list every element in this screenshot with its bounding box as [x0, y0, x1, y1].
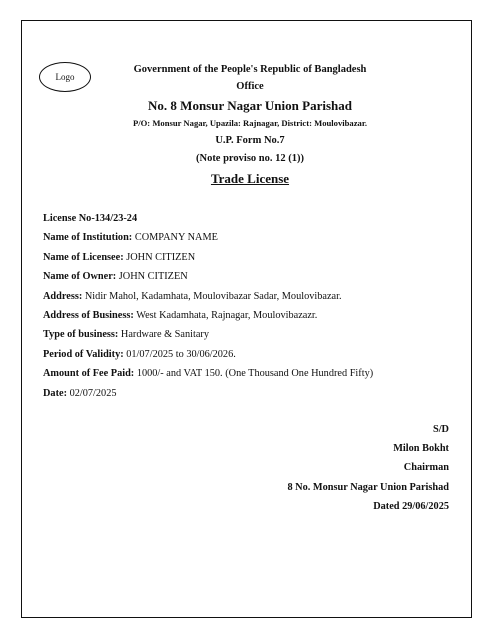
logo-text: Logo: [55, 72, 75, 82]
date-row: [43, 384, 373, 403]
licensee-value: JOHN CITIZEN: [126, 251, 196, 263]
validity-value: 01/07/2025 to 30/06/2026.: [126, 348, 236, 360]
note-proviso: (Note proviso no. 12 (1)): [195, 153, 304, 164]
license-number: License No-134/23-24: [43, 213, 138, 224]
address-value: Nidir Mahol, Kadamhata, Moulovibazar Sadar, Moulovibazar.: [84, 290, 342, 302]
signatory-office: 8 No. Monsur Nagar Union Parishad: [287, 481, 449, 493]
form-number: U.P. Form No.7: [215, 135, 285, 146]
date-label: Date:: [43, 387, 68, 399]
validity-label: Period of Validity:: [43, 348, 124, 360]
business-type-label: Type of business:: [43, 329, 119, 341]
address-row: [43, 287, 373, 306]
fee-value: 1000/- and VAT 150. (One Thousand One Hundred Fifty): [136, 368, 374, 380]
owner-value: JOHN CITIZEN: [118, 271, 188, 283]
signatory-name: Milon Bokht: [393, 443, 449, 455]
document-title: Trade License: [210, 171, 290, 186]
fee-row: [43, 364, 373, 383]
date-value: 02/07/2025: [69, 387, 117, 399]
validity-row: [43, 345, 373, 364]
signature-sd: S/D: [432, 424, 449, 435]
licensee-row: [43, 248, 373, 267]
licensee-label: Name of Licensee:: [43, 251, 124, 263]
business-type-value: Hardware & Sanitary: [120, 329, 209, 341]
government-heading: Government of the People's Republic of Bangladesh: [133, 64, 367, 75]
signature-block: [287, 420, 449, 516]
business-address-row: [43, 306, 373, 325]
logo-placeholder: [39, 62, 91, 92]
business-address-value: West Kadamhata, Rajnagar, Moulovibazazr.: [136, 309, 318, 321]
business-address-label: Address of Business:: [43, 309, 134, 321]
union-parishad-heading: No. 8 Monsur Nagar Union Parishad: [148, 98, 352, 113]
office-address: P/O: Monsur Nagar, Upazila: Rajnagar, District: Moulovibazar.: [132, 118, 367, 128]
signature-date: Dated 29/06/2025: [373, 500, 449, 512]
institution-value: COMPANY NAME: [134, 232, 218, 244]
signatory-designation: Chairman: [403, 462, 449, 474]
business-type-row: [43, 325, 373, 344]
owner-label: Name of Owner:: [43, 271, 117, 283]
owner-row: [43, 267, 373, 286]
address-label: Address:: [43, 290, 83, 302]
institution-row: [43, 228, 373, 247]
license-details: [43, 209, 373, 403]
office-heading: Office: [236, 81, 264, 92]
institution-label: Name of Institution:: [43, 232, 133, 244]
license-number-row: [43, 209, 373, 228]
fee-label: Amount of Fee Paid:: [43, 368, 135, 380]
